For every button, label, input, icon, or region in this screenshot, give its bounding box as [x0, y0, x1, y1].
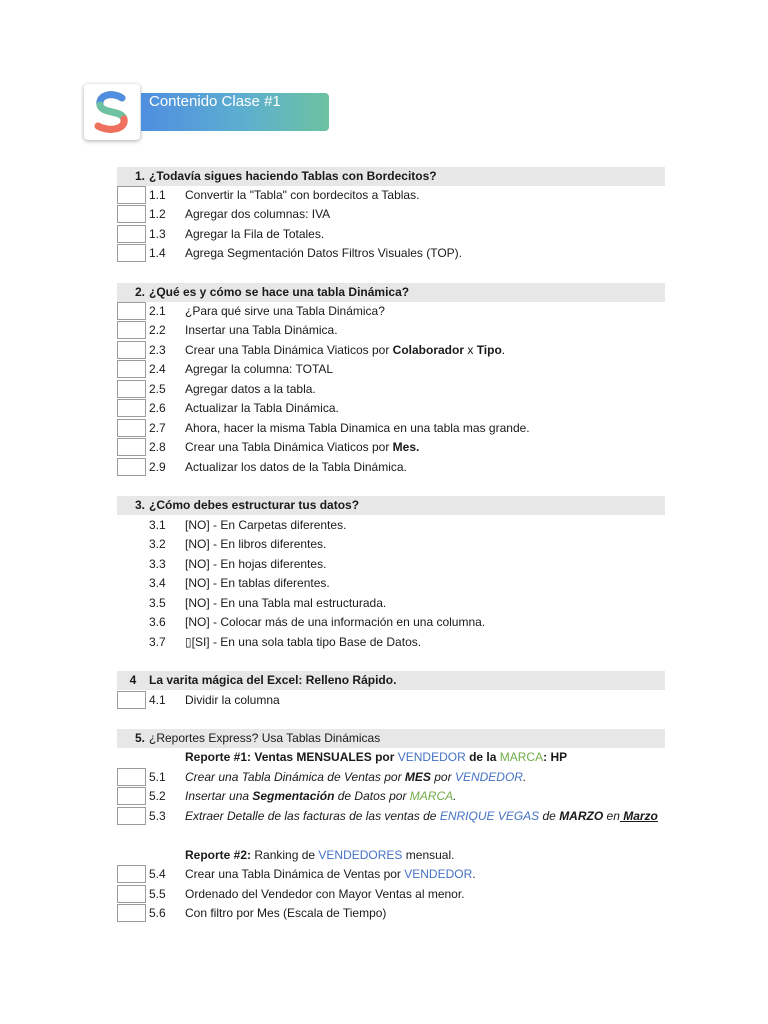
checkbox[interactable] [117, 244, 146, 262]
item-text: Crear una Tabla Dinámica de Ventas por VENDEDOR. [185, 867, 476, 881]
title-banner [141, 93, 329, 131]
item-number: 2.3 [149, 343, 166, 357]
list-item [0, 516, 768, 535]
list-item [0, 380, 768, 399]
list-item [0, 613, 768, 632]
item-text: Ahora, hacer la misma Tabla Dinamica en una tabla mas grande. [185, 421, 530, 435]
section-header-5 [0, 729, 768, 748]
checkbox[interactable] [117, 904, 146, 922]
section-number: 4 [129, 673, 137, 687]
report-2-heading [0, 846, 768, 865]
item-text: [NO] - En libros diferentes. [185, 537, 327, 551]
checkbox[interactable] [117, 380, 146, 398]
item-number: 2.2 [149, 323, 166, 337]
item-text: Convertir la "Tabla" con bordecitos a Tablas. [185, 188, 420, 202]
list-item [0, 186, 768, 205]
list-item [0, 574, 768, 593]
list-item [0, 244, 768, 263]
list-item [0, 555, 768, 574]
list-item [0, 225, 768, 244]
checkbox[interactable] [117, 691, 146, 709]
list-item [0, 807, 768, 826]
item-text: Agregar dos columnas: IVA [185, 207, 331, 221]
section-title: La varita mágica del Excel: Relleno Rápido. [149, 673, 397, 687]
item-text: Crear una Tabla Dinámica de Ventas por MES por VENDEDOR. [185, 770, 527, 784]
checkbox[interactable] [117, 458, 146, 476]
page-title: Contenido Clase #1 [149, 93, 281, 110]
list-item [0, 419, 768, 438]
item-number: 2.4 [149, 362, 166, 376]
checkbox[interactable] [117, 302, 146, 320]
app-logo [84, 84, 140, 140]
item-number: 1.3 [149, 227, 166, 241]
section-title: ¿Reportes Express? Usa Tablas Dinámicas [149, 731, 381, 745]
item-number: 5.2 [149, 789, 166, 803]
checkbox[interactable] [117, 865, 146, 883]
item-text: [NO] - En hojas diferentes. [185, 557, 327, 571]
item-number: 5.3 [149, 809, 166, 823]
item-text: ▯[SI] - En una sola tabla tipo Base de Datos. [185, 635, 422, 649]
item-number: 2.7 [149, 421, 166, 435]
item-text: Con filtro por Mes (Escala de Tiempo) [185, 906, 387, 920]
list-item [0, 438, 768, 457]
section-title: ¿Qué es y cómo se hace una tabla Dinámica? [149, 285, 410, 299]
checkbox[interactable] [117, 807, 146, 825]
checkbox[interactable] [117, 225, 146, 243]
section-header-2 [0, 283, 768, 302]
item-text: [NO] - Colocar más de una información en una columna. [185, 615, 486, 629]
checkbox[interactable] [117, 341, 146, 359]
checkbox[interactable] [117, 438, 146, 456]
s-logo-icon [84, 84, 140, 140]
item-text: Agregar la columna: TOTAL [185, 362, 334, 376]
section-number: 1. [134, 169, 145, 183]
item-number: 2.8 [149, 440, 166, 454]
section-number: 3. [134, 498, 145, 512]
item-number: 5.4 [149, 867, 166, 881]
item-number: 3.5 [149, 596, 166, 610]
item-text: [NO] - En tablas diferentes. [185, 576, 330, 590]
list-item [0, 633, 768, 652]
checkbox[interactable] [117, 768, 146, 786]
checkbox[interactable] [117, 399, 146, 417]
item-number: 2.5 [149, 382, 166, 396]
item-number: 1.4 [149, 246, 166, 260]
item-number: 3.4 [149, 576, 166, 590]
item-text: Extraer Detalle de las facturas de las ventas de ENRIQUE VEGAS de MARZO en Marzo [185, 809, 658, 823]
item-number: 5.6 [149, 906, 166, 920]
item-number: 3.3 [149, 557, 166, 571]
report-heading: Reporte #1: Ventas MENSUALES por VENDEDOR de la MARCA: HP [185, 750, 568, 764]
list-item [0, 885, 768, 904]
item-text: Dividir la columna [185, 693, 280, 707]
checkbox[interactable] [117, 321, 146, 339]
item-number: 3.6 [149, 615, 166, 629]
item-number: 1.1 [149, 188, 166, 202]
list-item [0, 341, 768, 360]
item-number: 2.9 [149, 460, 166, 474]
item-number: 2.6 [149, 401, 166, 415]
list-item [0, 768, 768, 787]
item-text: Agregar datos a la tabla. [185, 382, 316, 396]
item-text: Insertar una Tabla Dinámica. [185, 323, 338, 337]
item-number: 3.1 [149, 518, 166, 532]
list-item [0, 302, 768, 321]
list-item [0, 691, 768, 710]
item-number: 1.2 [149, 207, 166, 221]
section-title: ¿Todavía sigues haciendo Tablas con Bordecitos? [149, 169, 437, 183]
list-item [0, 205, 768, 224]
checkbox[interactable] [117, 186, 146, 204]
item-text: Actualizar los datos de la Tabla Dinámica. [185, 460, 407, 474]
checkbox[interactable] [117, 419, 146, 437]
item-text: Agrega Segmentación Datos Filtros Visuales (TOP). [185, 246, 463, 260]
section-header-1 [0, 167, 768, 186]
report-heading: Reporte #2: Ranking de VENDEDORES mensual. [185, 848, 455, 862]
section-title: ¿Cómo debes estructurar tus datos? [149, 498, 360, 512]
section-number: 2. [134, 285, 145, 299]
item-text: [NO] - En Carpetas diferentes. [185, 518, 347, 532]
item-text: [NO] - En una Tabla mal estructurada. [185, 596, 387, 610]
list-item [0, 865, 768, 884]
checkbox[interactable] [117, 360, 146, 378]
item-text: Insertar una Segmentación de Datos por MARCA. [185, 789, 457, 803]
list-item [0, 458, 768, 477]
list-item [0, 594, 768, 613]
item-text: Ordenado del Vendedor con Mayor Ventas al menor. [185, 887, 465, 901]
list-item [0, 321, 768, 340]
item-text: Agregar la Fila de Totales. [185, 227, 325, 241]
checkbox[interactable] [117, 205, 146, 223]
list-item [0, 904, 768, 923]
item-text: Actualizar la Tabla Dinámica. [185, 401, 339, 415]
item-number: 4.1 [149, 693, 166, 707]
list-item [0, 535, 768, 554]
item-text: Crear una Tabla Dinámica Viaticos por Colaborador x Tipo. [185, 343, 506, 357]
report-1-heading [0, 748, 768, 767]
item-text: Crear una Tabla Dinámica Viaticos por Mes. [185, 440, 420, 454]
checkbox[interactable] [117, 787, 146, 805]
list-item [0, 360, 768, 379]
item-number: 3.7 [149, 635, 166, 649]
item-number: 5.5 [149, 887, 166, 901]
list-item [0, 399, 768, 418]
item-number: 2.1 [149, 304, 166, 318]
item-number: 3.2 [149, 537, 166, 551]
section-number: 5. [134, 731, 145, 745]
section-header-3 [0, 496, 768, 515]
section-header-4 [0, 671, 768, 690]
item-number: 5.1 [149, 770, 166, 784]
list-item [0, 787, 768, 806]
item-text: ¿Para qué sirve una Tabla Dinámica? [185, 304, 385, 318]
checkbox[interactable] [117, 885, 146, 903]
